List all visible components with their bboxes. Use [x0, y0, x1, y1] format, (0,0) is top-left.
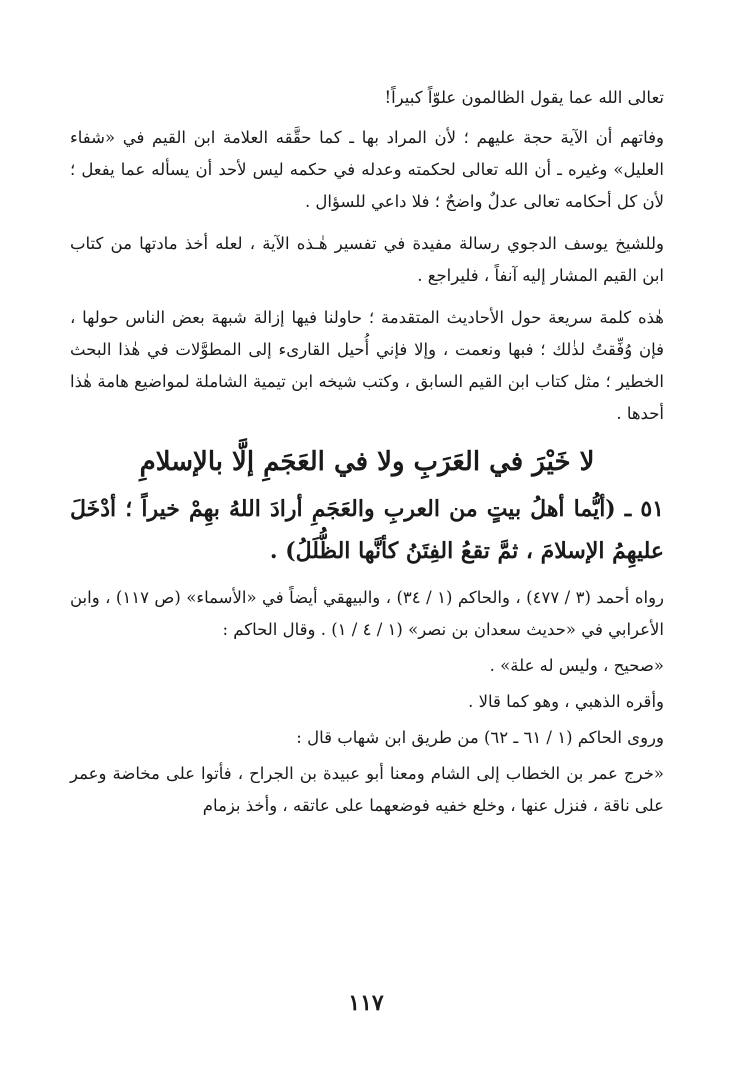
takhrij-quote-1: «صحيح ، وليس له علة» . [489, 656, 664, 675]
book-page-body [70, 82, 664, 832]
hadith-text: ٥١ ـ (أيُّما أهلُ بيتٍ من العربِ والعَجَمِ أرادَ اللهُ بهِمْ خيراً ؛ أدْخَلَ عليهِمُ الإسلامَ ، ثمَّ تقعُ الفِتَنُ كأنَّها الظُّلَلُ) . [70, 496, 664, 564]
paragraph-4: هٰذه كلمة سريعة حول الأحاديث المتقدمة ؛ حاولنا فيها إزالة شبهة بعض الناس حولها ، فإن وُفِّقتُ لذٰلك ؛ فبها ونعمت ، وإلا فإني أُحيل القارىء إلى المطوَّلات في هٰذا البحث الخطير ؛ مثل كتاب ابن القيم السابق ، وكتب شيخه ابن تيمية الشاملة لمواضيع هامة هٰذا أحدها . [70, 308, 664, 423]
paragraph-1: تعالى الله عما يقول الظالمون علوّاً كبيراً! [384, 88, 664, 107]
takhrij-paragraph-1: رواه أحمد (٣ / ٤٧٧) ، والحاكم (١ / ٣٤) ، والبيهقي أيضاً في «الأسماء» (ص ١١٧) ، وابن الأعرابي في «حديث سعدان بن نصر» (١ / ٤ / ١) . وقال الحاكم : [70, 588, 664, 639]
page-number: ١١٧ [348, 990, 384, 1016]
takhrij-quote-2: «خرج عمر بن الخطاب إلى الشام ومعنا أبو عبيدة بن الجراح ، فأتوا على مخاضة وعمر على ناقة ، فنزل عنها ، وخلع خفيه فوضعهما على عاتقه ، وأخذ بزمام [70, 764, 664, 815]
paragraph-2: وفاتهم أن الآية حجة عليهم ؛ لأن المراد بها ـ كما حقَّقه العلامة ابن القيم في «شفاء العليل» وغيره ـ أن الله تعالى لحكمته وعدله في حكمه ليس لأحد أن يسأله عما يفعل ؛ لأن كل أحكامه تعالى عدلٌ واضحٌ ؛ فلا داعي للسؤال . [70, 128, 664, 211]
section-heading: لا خَيْرَ في العَرَبِ ولا في العَجَمِ إلَّا بالإسلامِ [139, 447, 595, 477]
paragraph-3: وللشيخ يوسف الدجوي رسالة مفيدة في تفسير هٰـذه الآية ، لعله أخذ مادتها من كتاب ابن القيم المشار إليه آنفاً ، فليراجع . [70, 234, 664, 285]
takhrij-paragraph-3: وروى الحاكم (١ / ٦١ ـ ٦٢) من طريق ابن شهاب قال : [296, 728, 664, 747]
takhrij-paragraph-2: وأقره الذهبي ، وهو كما قالا . [468, 692, 664, 711]
